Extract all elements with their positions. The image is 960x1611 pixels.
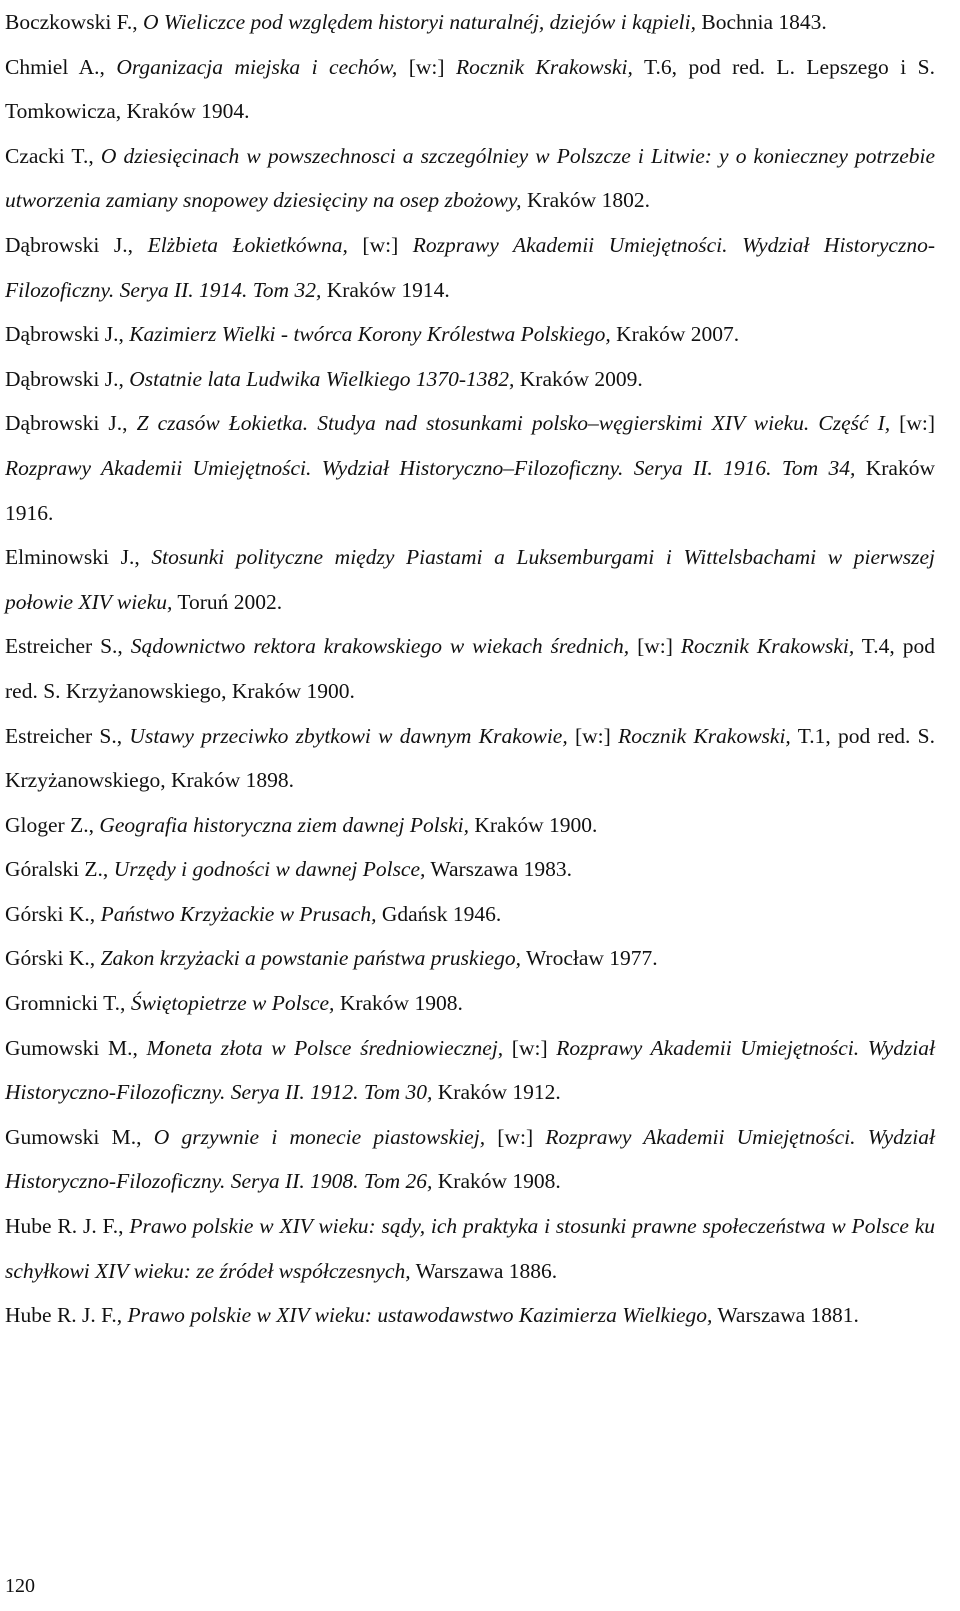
bibliography-entry [5, 624, 935, 713]
entry-author: Czacki T., [5, 143, 94, 168]
entry-connector: [w:] [890, 411, 935, 436]
entry-author: Estreicher S., [5, 634, 123, 659]
entry-author: Dąbrowski J., [5, 411, 128, 436]
entry-publication: T.6, pod red. L. Lepszego i S. Tomkowicza, Kraków 1904. [5, 54, 935, 124]
entry-title: Stosunki polityczne między Piastami a Luksemburgami i Wittelsbachami w pierwszej połowie XIV wieku, [5, 545, 935, 614]
bibliography-entry [5, 981, 935, 1026]
entry-title: Zakon krzyżacki a powstanie państwa pruskiego, [95, 946, 521, 971]
entry-author: Dąbrowski J., [5, 232, 134, 257]
entry-title: Z czasów Łokietka. Studya nad stosunkami polsko–węgierskimi XIV wieku. Część I, [127, 411, 891, 436]
entry-title: Geografia historyczna ziem dawnej Polski, [93, 812, 469, 837]
entry-connector: [w:] [629, 634, 681, 659]
bibliography-entry [5, 1115, 935, 1204]
bibliography-entry [5, 1204, 935, 1293]
entry-publication: Gdańsk 1946. [376, 901, 502, 926]
entry-source: Rozprawy Akademii Umiejętności. Wydział Historyczno-Filozoficzny. Serya II. 1908. Tom 26, [5, 1124, 935, 1194]
bibliography-entry [5, 803, 935, 848]
entry-title: Ustawy przeciwko zbytkowi w dawnym Krakowie, [122, 723, 568, 748]
bibliography-entry [5, 936, 935, 981]
entry-author: Dąbrowski J., [5, 322, 124, 347]
entry-connector: [w:] [503, 1035, 557, 1060]
entry-title: O Wieliczce pod względem historyi naturalnéj, dziejów i kąpieli, [137, 10, 696, 34]
bibliography-entry [5, 1026, 935, 1115]
entry-connector: [w:] [397, 54, 457, 79]
page-number: 120 [5, 1575, 35, 1597]
entry-source: Rozprawy Akademii Umiejętności. Wydział Historyczno-Filozoficzny. Serya II. 1914. Tom 32, [5, 232, 936, 302]
entry-publication: Warszawa 1881. [712, 1303, 859, 1328]
entry-source: Rozprawy Akademii Umiejętności. Wydział Historyczno-Filozoficzny. Serya II. 1912. Tom 30, [5, 1035, 936, 1105]
entry-author: Góralski Z., [5, 857, 109, 882]
entry-title: Urzędy i godności w dawnej Polsce, [108, 857, 426, 882]
entry-publication: Kraków 1900. [469, 812, 598, 837]
entry-title: Moneta złota w Polsce średniowiecznej, [137, 1035, 504, 1060]
entry-title: Ostatnie lata Ludwika Wielkiego 1370-1382, [123, 366, 515, 391]
entry-source: Rocznik Krakowski, [680, 634, 855, 659]
entry-title: Prawo polskie w XIV wieku: ustawodawstwo Kazimierza Wielkiego, [122, 1303, 713, 1328]
entry-publication: Kraków 1802. [521, 188, 650, 213]
entry-publication: Kraków 1908. [334, 991, 463, 1016]
entry-publication: T.4, pod red. S. Krzyżanowskiego, Kraków 1900. [5, 634, 935, 703]
entry-source: Rocznik Krakowski, [618, 723, 791, 748]
entry-title: Kazimierz Wielki - twórca Korony Królestwa Polskiego, [123, 322, 611, 347]
bibliography-entry [5, 714, 935, 803]
entry-connector: [w:] [485, 1124, 546, 1149]
entry-title: Prawo polskie w XIV wieku: sądy, ich praktyka i stosunki prawne społeczeństwa w Polsce ku schyłkowi XIV wieku: ze źródeł współczesnych, [5, 1214, 935, 1283]
entry-title: Świętopietrze w Polsce, [125, 991, 335, 1016]
entry-publication: T.1, pod red. S. Krzyżanowskiego, Kraków 1898. [5, 723, 935, 793]
entry-title: Sądownictwo rektora krakowskiego w wiekach średnich, [122, 634, 630, 659]
entry-publication: Kraków 1912. [432, 1080, 561, 1105]
entry-title: Państwo Krzyżackie w Prusach, [95, 901, 377, 926]
entry-publication: Kraków 1914. [321, 277, 450, 302]
bibliography-entry [5, 892, 935, 937]
bibliography-entry [5, 45, 935, 134]
entry-author: Górski K., [5, 901, 96, 926]
entry-publication: Kraków 2009. [514, 366, 643, 391]
bibliography-entry [5, 401, 935, 535]
entry-source: Rocznik Krakowski, [456, 54, 633, 79]
bibliography-entry [5, 312, 935, 357]
bibliography [5, 0, 935, 1338]
entry-author: Dąbrowski J., [5, 366, 124, 391]
entry-publication: Warszawa 1983. [425, 857, 572, 882]
entry-publication: Wrocław 1977. [520, 946, 658, 971]
entry-connector: [w:] [567, 723, 619, 748]
entry-author: Gloger Z., [5, 812, 94, 837]
entry-author: Hube R. J. F., [5, 1303, 123, 1328]
entry-connector: [w:] [347, 232, 413, 257]
bibliography-entry [5, 357, 935, 402]
entry-title: Organizacja miejska i cechów, [104, 54, 398, 79]
entry-author: Górski K., [5, 946, 96, 971]
entry-author: Estreicher S., [5, 723, 123, 748]
entry-author: Chmiel A., [5, 54, 105, 79]
bibliography-entry [5, 535, 935, 624]
entry-publication: Kraków 2007. [610, 322, 740, 347]
bibliography-entry [5, 134, 935, 223]
entry-author: Gumowski M., [5, 1035, 138, 1060]
entry-source: Rozprawy Akademii Umiejętności. Wydział Historyczno–Filozoficzny. Serya II. 1916. Tom 34, [5, 455, 856, 480]
entry-author: Hube R. J. F., [5, 1214, 124, 1239]
bibliography-entry [5, 847, 935, 892]
entry-author: Gumowski M., [5, 1124, 142, 1149]
entry-author: Gromnicki T., [5, 991, 126, 1016]
bibliography-entry [5, 1293, 935, 1338]
bibliography-entry [5, 223, 935, 312]
entry-publication: Kraków 1908. [432, 1169, 561, 1194]
bibliography-entry [5, 0, 935, 45]
entry-publication: Toruń 2002. [172, 589, 283, 614]
entry-title: O dziesięcinach w powszechnosci a szczególniey w Polszcze i Litwie: y o konieczney potrzebie utworzenia zamiany snopowey dziesięciny na osep zbożowy, [5, 143, 936, 213]
entry-title: Elżbieta Łokietkówna, [133, 232, 348, 257]
entry-author: Elminowski J., [5, 545, 140, 570]
entry-publication: Kraków 1916. [5, 455, 936, 525]
entry-author: Boczkowski F., [5, 10, 138, 34]
entry-publication: Warszawa 1886. [410, 1258, 558, 1283]
entry-title: O grzywnie i monecie piastowskiej, [141, 1124, 486, 1149]
entry-publication: Bochnia 1843. [695, 10, 827, 34]
